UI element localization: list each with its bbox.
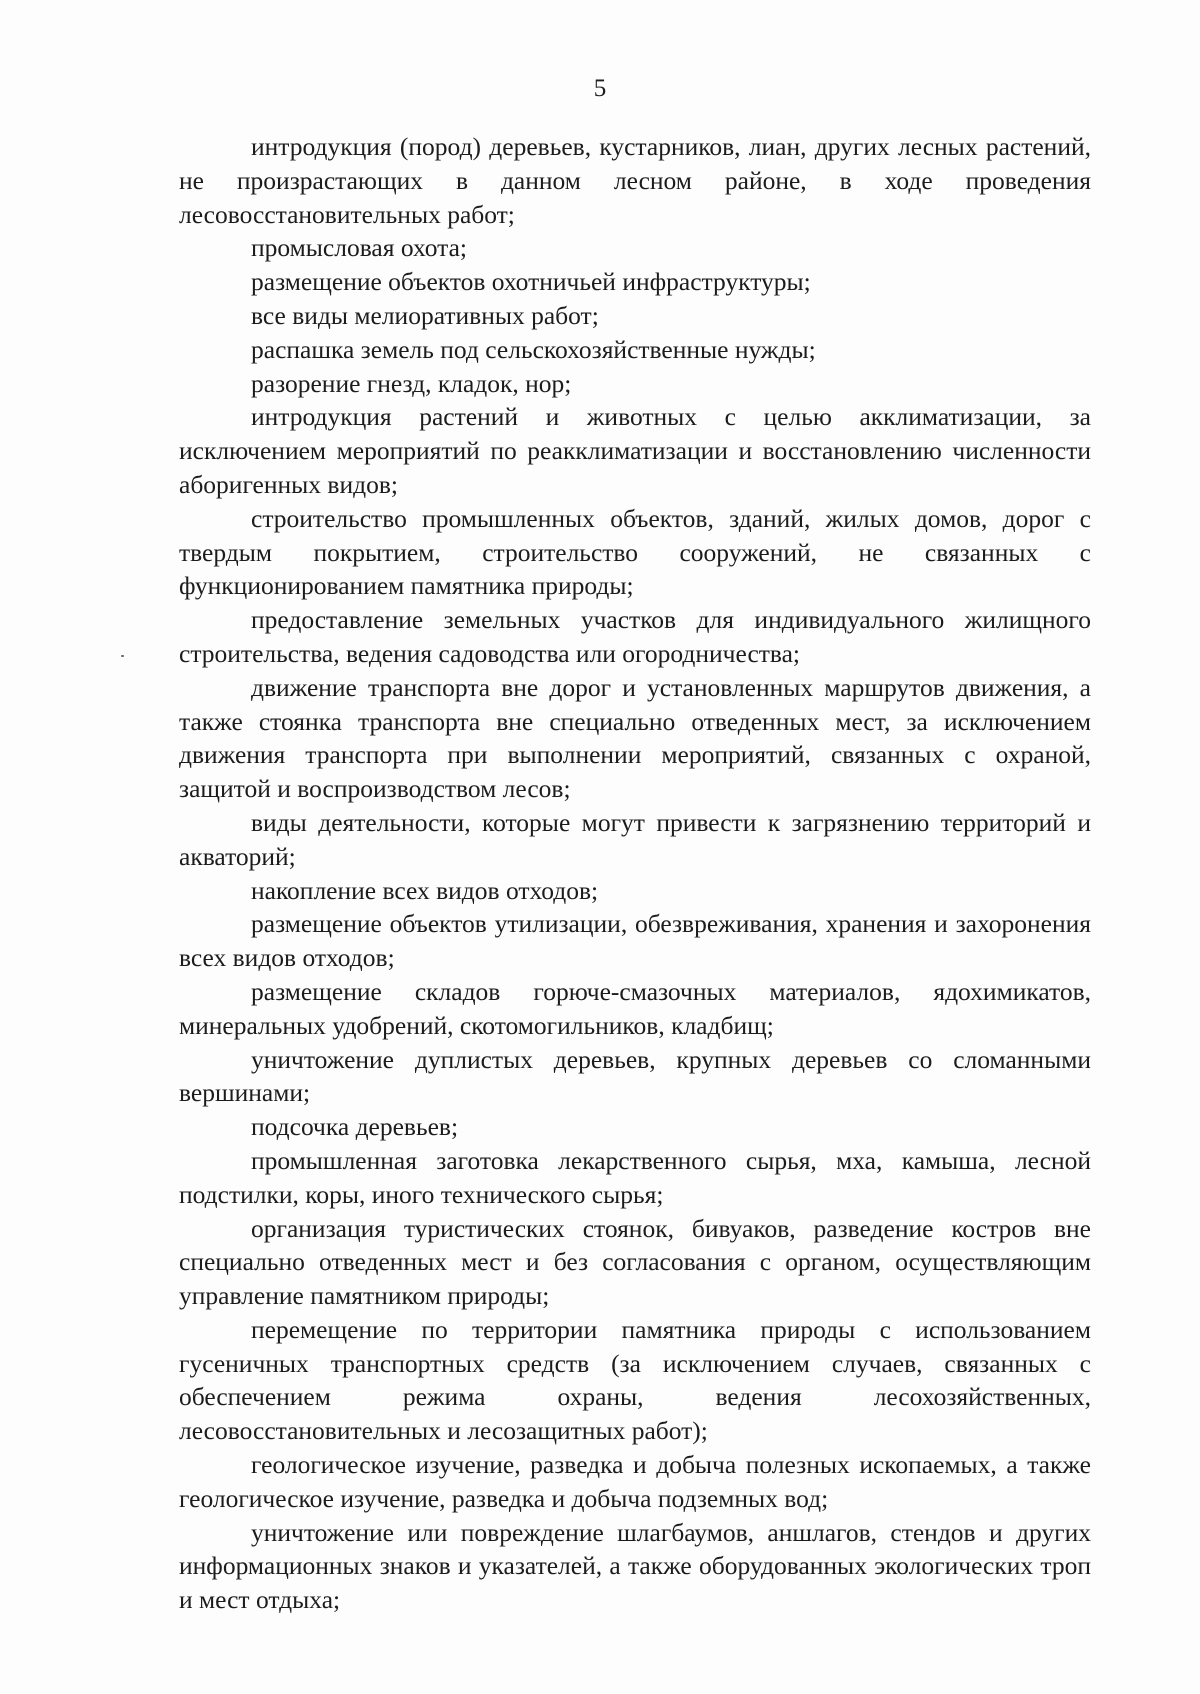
scan-speck bbox=[121, 655, 124, 657]
document-body bbox=[179, 130, 1091, 1617]
list-item: размещение объектов утилизации, обезвреживания, хранения и захоронения всех видов отходов; bbox=[179, 909, 1091, 973]
list-item: интродукция (пород) деревьев, кустарников, лиан, других лесных растений, не произрастающих в данном лесном районе, в ходе проведения лесовосстановительных работ; bbox=[179, 132, 1091, 229]
list-item: подсочка деревьев; bbox=[251, 1112, 459, 1142]
list-item: все виды мелиоративных работ; bbox=[251, 300, 599, 330]
list-item: строительство промышленных объектов, зданий, жилых домов, дорог с твердым покрытием, строительство сооружений, не связанных с функционированием памятника природы; bbox=[179, 503, 1091, 601]
list-item: организация туристических стоянок, бивуаков, разведение костров вне специально отведенных мест и без согласования с органом, осуществляющим управление памятником природы; bbox=[179, 1213, 1091, 1311]
list-item: промышленная заготовка лекарственного сырья, мха, камыша, лесной подстилки, коры, иного технического сырья; bbox=[179, 1145, 1091, 1209]
list-item: движение транспорта вне дорог и установленных маршрутов движения, а также стоянка транспорта вне специально отведенных мест, за исключением движения транспорта при выполнении мероприятий, связанных с охраной, защитой и воспроизводством лесов; bbox=[179, 672, 1091, 804]
list-item: распашка земель под сельскохозяйственные нужды; bbox=[251, 334, 816, 364]
list-item: промысловая охота; bbox=[251, 233, 468, 263]
list-item: интродукция растений и животных с целью акклиматизации, за исключением мероприятий по реакклиматизации и восстановлению численности аборигенных видов; bbox=[179, 402, 1091, 499]
list-item: уничтожение дуплистых деревьев, крупных деревьев со сломанными вершинами; bbox=[179, 1044, 1091, 1108]
page-number: 5 bbox=[593, 75, 607, 102]
list-item: предоставление земельных участков для индивидуального жилищного строительства, ведения садоводства или огородничества; bbox=[179, 605, 1091, 668]
list-item: перемещение по территории памятника природы с использованием гусеничных транспортных средств (за исключением случаев, связанных с обеспечением режима охраны, ведения лесохозяйственных, лесовосстановительных и лесозащитных работ); bbox=[179, 1314, 1091, 1446]
list-item: накопление всех видов отходов; bbox=[251, 875, 599, 905]
list-item: геологическое изучение, разведка и добыча полезных ископаемых, а также геологическое изучение, разведка и добыча подземных вод; bbox=[179, 1450, 1091, 1513]
list-item: виды деятельности, которые могут привести к загрязнению территорий и акваторий; bbox=[179, 807, 1091, 871]
list-item: размещение складов горюче-смазочных материалов, ядохимикатов, минеральных удобрений, скотомогильников, кладбищ; bbox=[179, 976, 1091, 1040]
list-item: уничтожение или повреждение шлагбаумов, аншлагов, стендов и других информационных знаков и указателей, а также оборудованных экологических троп и мест отдыха; bbox=[179, 1517, 1091, 1615]
list-item: размещение объектов охотничьей инфраструктуры; bbox=[251, 267, 811, 297]
list-item: разорение гнезд, кладок, нор; bbox=[251, 368, 572, 398]
